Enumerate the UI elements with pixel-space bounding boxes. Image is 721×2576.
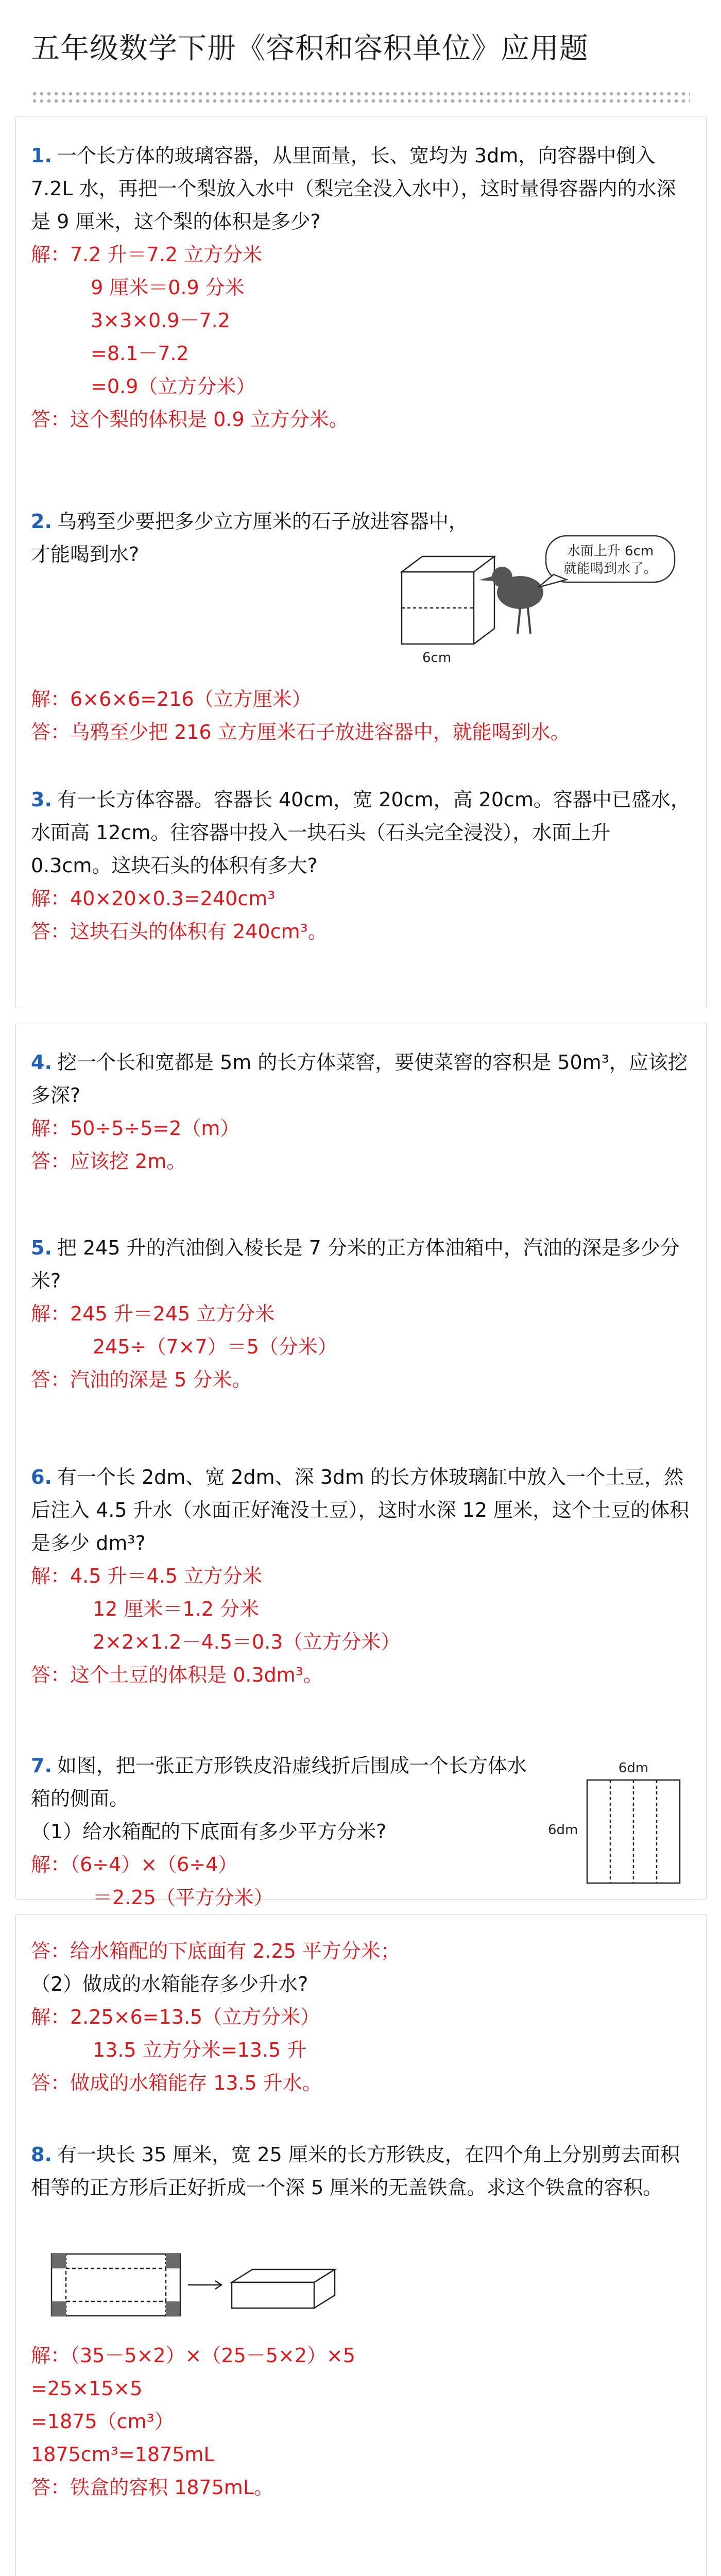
sub-question: （2）做成的水箱能存多少升水?	[31, 1973, 308, 1995]
answer-line: 解：245 升＝245 立方分米	[31, 1302, 275, 1325]
answer-2	[31, 683, 690, 749]
dimension-label: 6dm	[618, 1760, 649, 1776]
answer-line: 答：汽油的深是 5 分米。	[31, 1368, 252, 1391]
answer-line: 解：（6÷4）×（6÷4）	[31, 1853, 238, 1876]
answer-line: 解：2.25×6=13.5（立方分米）	[31, 2006, 320, 2028]
answer-line: =1875（cm³）	[31, 2410, 174, 2433]
question-text: 如图，把一张正方形铁皮沿虚线折后围成一个长方体水箱的侧面。	[31, 1754, 527, 1810]
answer-line: 解：50÷5÷5=2（m）	[31, 1117, 240, 1140]
question-text: 有一块长 35 厘米，宽 25 厘米的长方形铁皮，在四个角上分别剪去面积相等的正方形后正好折成一个深 5 厘米的无盖铁盒。求这个铁盒的容积。	[31, 2143, 680, 2199]
question-text: 挖一个长和宽都是 5m 的长方体菜窖，要使菜窖的容积是 50m³，应该挖多深?	[31, 1051, 688, 1107]
question-8	[31, 2138, 690, 2204]
question-3	[31, 783, 690, 948]
question-text: 一个长方体的玻璃容器，从里面量，长、宽均为 3dm，向容器中倒入 7.2L 水，再把一个梨放入水中（梨完全没入水中），这时量得容器内的水深是 9 厘米，这个梨的体积是多少?	[31, 144, 676, 233]
question-number: 2.	[31, 510, 52, 533]
answer-line: 答：做成的水箱能存 13.5 升水。	[31, 2072, 322, 2094]
answer-line: 答：这个梨的体积是 0.9 立方分米。	[31, 408, 349, 431]
folded-square-figure	[546, 1757, 695, 1896]
question-7-continued	[31, 1935, 690, 2099]
question-number: 8.	[31, 2143, 52, 2166]
dimension-label: 6dm	[548, 1822, 578, 1838]
answer-line: 2×2×1.2－4.5＝0.3（立方分米）	[93, 1631, 401, 1653]
question-number: 5.	[31, 1236, 52, 1259]
speech-bubble-line: 水面上升 6cm	[566, 544, 654, 559]
question-1	[31, 139, 690, 436]
speech-bubble-line: 就能喝到水了。	[563, 561, 658, 577]
answer-8	[31, 2339, 690, 2504]
answer-line: 解：（35－5×2）×（25－5×2）×5	[31, 2344, 355, 2367]
answer-line: 答：应该挖 2m。	[31, 1150, 186, 1173]
question-text: 乌鸦至少要把多少立方厘米的石子放进容器中，才能喝到水?	[31, 510, 468, 566]
decorative-dot-band	[31, 90, 690, 105]
question-text: 有一长方体容器。容器长 40cm，宽 20cm，高 20cm。容器中已盛水，水面高 12cm。往容器中投入一块石头（石头完全浸没），水面上升 0.3cm。这块石头的体积有多大?	[31, 788, 690, 877]
sheet-and-box-figure	[46, 2246, 345, 2324]
answer-line: =25×15×5	[31, 2377, 143, 2400]
sub-question: （1）给水箱配的下底面有多少平方分米?	[31, 1820, 387, 1843]
question-4	[31, 1046, 690, 1178]
question-number: 4.	[31, 1051, 52, 1074]
answer-line: 13.5 立方分米=13.5 升	[93, 2039, 307, 2061]
question-5	[31, 1231, 690, 1396]
answer-line: 答：乌鸦至少把 216 立方厘米石子放进容器中，就能喝到水。	[31, 721, 570, 743]
answer-line: 9 厘米＝0.9 分米	[91, 276, 245, 299]
question-6	[31, 1461, 690, 1691]
answer-line: 解：40×20×0.3=240cm³	[31, 887, 276, 910]
question-text: 把 245 升的汽油倒入棱长是 7 分米的正方体油箱中，汽油的深是多少分米?	[31, 1236, 680, 1292]
answer-line: ＝2.25（平方分米）	[93, 1886, 273, 1909]
answer-line: 答：铁盒的容积 1875mL。	[31, 2476, 273, 2499]
answer-line: 答：给水箱配的下底面有 2.25 平方分米；	[31, 1940, 400, 1962]
question-number: 7.	[31, 1754, 52, 1777]
answer-line: =0.9（立方分米）	[91, 375, 256, 398]
answer-line: 解：7.2 升＝7.2 立方分米	[31, 243, 263, 266]
dimension-label: 6cm	[422, 650, 452, 666]
question-number: 1.	[31, 144, 52, 167]
answer-line: 3×3×0.9－7.2	[91, 309, 230, 332]
crow-cube-figure	[391, 531, 680, 670]
answer-line: =8.1－7.2	[91, 342, 189, 365]
question-text: 有一个长 2dm、宽 2dm、深 3dm 的长方体玻璃缸中放入一个土豆，然后注入 4.5 升水（水面正好淹没土豆），这时水深 12 厘米，这个土豆的体积是多少 dm³?	[31, 1466, 690, 1554]
answer-line: 解：6×6×6=216（立方厘米）	[31, 688, 312, 710]
answer-line: 答：这块石头的体积有 240cm³。	[31, 920, 328, 943]
question-number: 3.	[31, 788, 52, 811]
answer-line: 答：这个土豆的体积是 0.3dm³。	[31, 1664, 323, 1686]
answer-line: 解：4.5 升＝4.5 立方分米	[31, 1565, 263, 1587]
answer-line: 12 厘米＝1.2 分米	[93, 1598, 259, 1620]
question-number: 6.	[31, 1466, 52, 1488]
answer-line: 245÷（7×7）＝5（分米）	[93, 1335, 337, 1358]
answer-line: 1875cm³=1875mL	[31, 2443, 215, 2466]
page-title: 五年级数学下册《容积和容积单位》应用题	[31, 32, 589, 65]
